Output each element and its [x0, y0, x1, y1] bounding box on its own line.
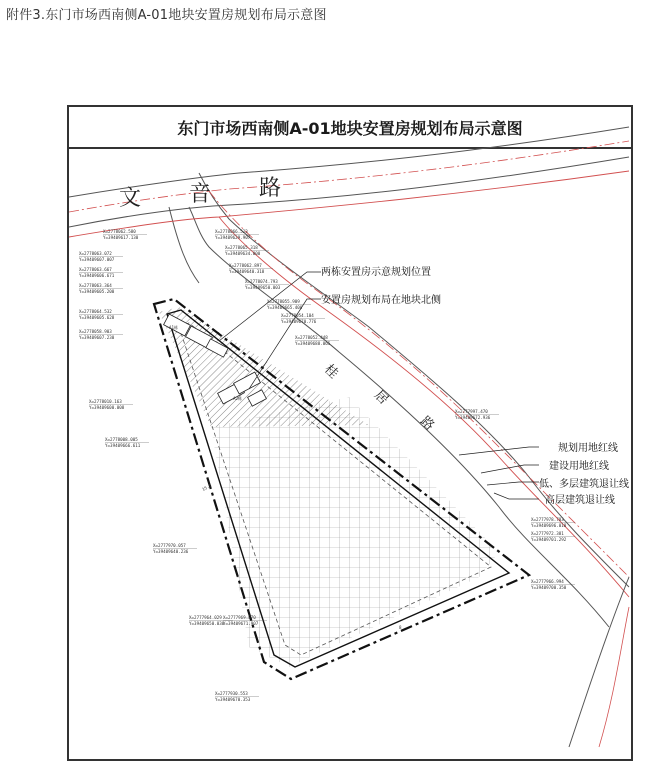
coordinate-y-20: Y=39409640.236 [153, 549, 189, 554]
coordinate-x-12: X=2778054.104 [281, 313, 314, 318]
coordinate-x-21: X=2777964.029 [189, 615, 222, 620]
coordinate-y-15: Y=39409666.611 [105, 443, 141, 448]
coordinate-x-8: X=2778065.318 [225, 245, 258, 250]
legend-high-rise-setback: 高层建筑退让线 [545, 495, 615, 506]
coordinate-x-14: X=2778010.163 [89, 399, 122, 404]
right-edge-road-2 [599, 607, 629, 747]
coordinate-y-12: Y=39409670.776 [281, 319, 317, 324]
wenyin-road-char-2: 音 [189, 182, 212, 207]
coordinate-y-9: Y=39409640.318 [229, 269, 265, 274]
coordinate-y-11: Y=39409665.400 [267, 305, 303, 310]
coordinate-x-7: X=2778066.523 [215, 229, 248, 234]
guiju-road-char-1: 桂 [321, 361, 341, 382]
coordinate-y-8: Y=39409634.000 [225, 251, 261, 256]
coordinate-y-19: Y=39409700.350 [531, 585, 567, 590]
wenyin-road-char-1: 文 [119, 186, 142, 211]
coordinate-x-6: X=2778058.903 [79, 329, 112, 334]
map-frame [67, 105, 633, 761]
coordinate-x-2: X=2778063.072 [79, 251, 112, 256]
setback-dimension-left: 15.0 [201, 482, 213, 492]
building-a2-label: A2栋 [233, 396, 243, 401]
coordinate-y-3: Y=39409606.671 [79, 273, 115, 278]
figure-caption: 附件3.东门市场西南侧A-01地块安置房规划布局示意图 [6, 8, 327, 23]
guiju-road-char-2: 居 [371, 387, 391, 408]
coordinate-y-22: Y=39409671.907 [223, 621, 259, 626]
coordinate-x-4: X=2778063.364 [79, 283, 112, 288]
coordinate-x-17: X=2777978.703 [531, 517, 564, 522]
map-title: 东门市场西南侧A-01地块安置房规划布局示意图 [69, 107, 631, 149]
right-edge-road [569, 577, 629, 747]
coordinate-x-22: X=2777969.870 [223, 615, 256, 620]
coordinate-x-15: X=2778008.005 [105, 437, 138, 442]
annotation-two-buildings: 两栋安置房示意规划位置 [321, 267, 431, 278]
coordinate-x-23: X=2777930.553 [215, 691, 248, 696]
coordinate-y-17: Y=39409696.018 [531, 523, 567, 528]
wenyin-road-char-3: 路 [259, 176, 282, 201]
coordinate-x-3: X=2778063.667 [79, 267, 112, 272]
coordinate-x-13: X=2778052.448 [295, 335, 328, 340]
coordinate-x-5: X=2778064.532 [79, 309, 112, 314]
setback-dimension-bottom: 8 [399, 625, 402, 630]
coordinate-y-7: Y=39409629.907 [215, 235, 251, 240]
legend-planning-red-line: 规划用地红线 [558, 443, 618, 454]
annotation-north-side: 安置房规划布局在地块北侧 [321, 295, 441, 306]
coordinate-x-1: X=2778062.580 [103, 229, 136, 234]
coordinate-x-18: X=2777972.381 [531, 531, 564, 536]
legend-construction-red-line: 建设用地红线 [549, 461, 609, 472]
site-plan-drawing [69, 107, 631, 759]
building-a1-label: A1栋 [169, 325, 179, 330]
coordinate-y-2: Y=39409607.007 [79, 257, 115, 262]
coordinate-x-9: X=2778062.897 [229, 263, 262, 268]
coordinate-y-5: Y=39409605.628 [79, 315, 115, 320]
legend-low-mid-setback: 低、多层建筑退让线 [539, 479, 629, 490]
coordinate-x-19: X=2777966.994 [531, 579, 564, 584]
coordinate-x-20: X=2777970.057 [153, 543, 186, 548]
coordinate-y-1: Y=39409617.130 [103, 235, 139, 240]
coordinate-y-6: Y=39409607.230 [79, 335, 115, 340]
coordinate-y-16: Y=39409672.936 [455, 415, 491, 420]
guiju-road-char-3: 路 [417, 413, 437, 434]
coordinate-y-10: Y=39409650.003 [245, 285, 281, 290]
coordinate-y-14: Y=39409600.008 [89, 405, 125, 410]
coordinate-y-23: Y=39409670.353 [215, 697, 251, 702]
coordinate-y-21: Y=39409650.030 [189, 621, 225, 626]
coordinate-x-16: X=2777997.470 [455, 409, 488, 414]
coordinate-y-18: Y=39409701.292 [531, 537, 567, 542]
coordinate-x-11: X=2778055.909 [267, 299, 300, 304]
coordinate-y-4: Y=39409605.200 [79, 289, 115, 294]
coordinate-y-13: Y=39409688.065 [295, 341, 331, 346]
coordinate-x-10: X=2778074.793 [245, 279, 278, 284]
